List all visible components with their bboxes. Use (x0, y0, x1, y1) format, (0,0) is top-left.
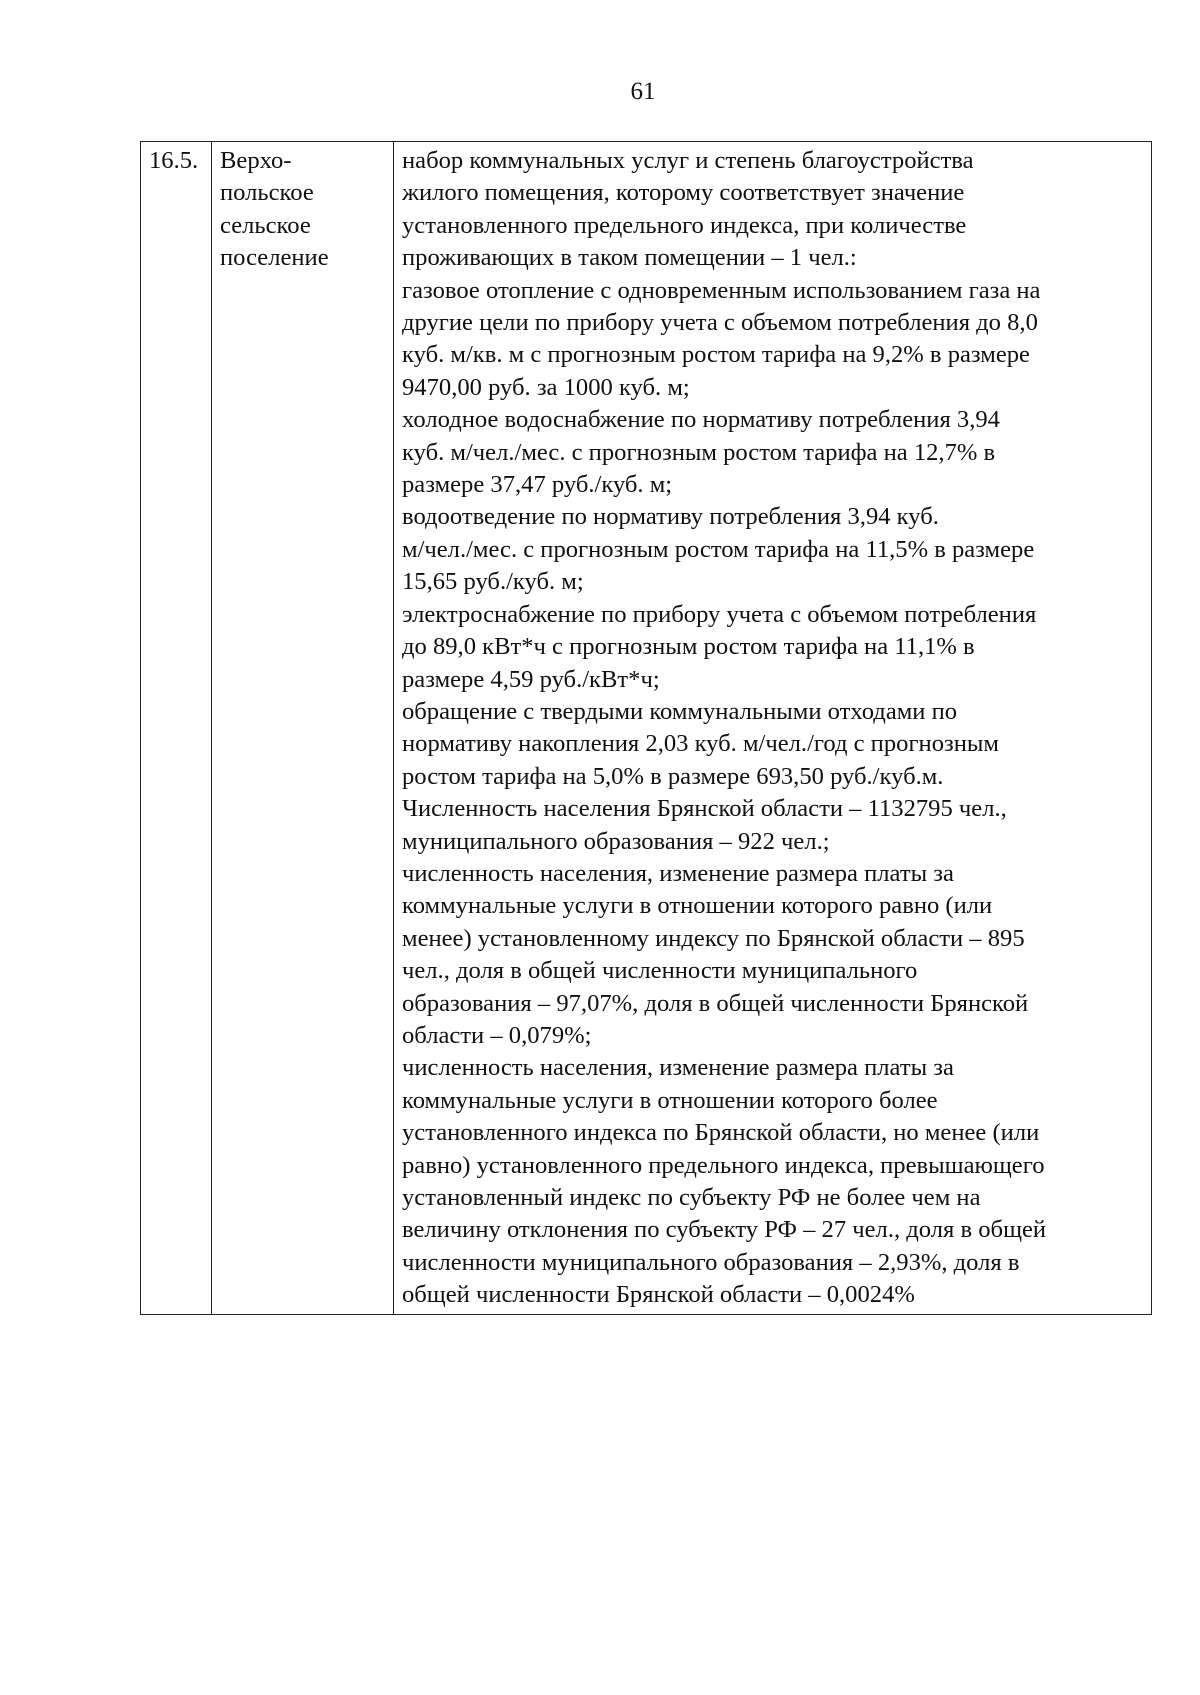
description-line: коммунальные услуги в отношении которого более (402, 1086, 938, 1114)
description-line: набор коммунальных услуг и степень благоустройства (402, 147, 974, 174)
row-number: 16.5. (149, 147, 199, 174)
description-line: установленного предельного индекса, при количестве (402, 211, 967, 239)
description-line: 9470,00 руб. за 1000 куб. м; (402, 373, 690, 401)
row-number-cell (141, 142, 212, 1315)
description-line: численность населения, изменение размера платы за (402, 859, 954, 887)
description-line: менее) установленному индексу по Брянской области – 895 (402, 924, 1025, 952)
settlement-cell (212, 142, 394, 1315)
description-line: газовое отопление с одновременным использованием газа на (402, 276, 1041, 304)
page-number: 61 (630, 78, 656, 105)
description-line: численность населения, изменение размера платы за (402, 1054, 954, 1082)
description-line: установленного индекса по Брянской области, но менее (или (402, 1119, 1040, 1147)
tariff-table (140, 141, 1152, 1315)
table-row (141, 142, 1152, 1315)
description-line: муниципального образования – 922 чел.; (402, 827, 830, 855)
description-line: 15,65 руб./куб. м; (402, 568, 584, 596)
settlement-line: сельское (220, 211, 311, 239)
description-line: ростом тарифа на 5,0% в размере 693,50 руб./куб.м. (402, 762, 944, 790)
description-line: м/чел./мес. с прогнозным ростом тарифа на 11,5% в размере (402, 535, 1035, 563)
description-line: водоотведение по нормативу потребления 3,94 куб. (402, 503, 939, 531)
settlement-line: Верхо- (220, 147, 292, 174)
description-line: обращение с твердыми коммунальными отходами по (402, 697, 958, 725)
description-line: Численность населения Брянской области – 1132795 чел., (402, 795, 1007, 823)
description-line: общей численности Брянской области – 0,0024% (402, 1281, 915, 1309)
description-line: куб. м/кв. м с прогнозным ростом тарифа на 9,2% в размере (402, 341, 1030, 369)
description-line: холодное водоснабжение по нормативу потребления 3,94 (402, 406, 1000, 434)
description-line: чел., доля в общей численности муниципального (402, 957, 918, 985)
description-line: жилого помещения, которому соответствует значение (402, 179, 965, 207)
description-line: куб. м/чел./мес. с прогнозным ростом тарифа на 12,7% в (402, 438, 996, 466)
description-line: коммунальные услуги в отношении которого равно (или (402, 892, 993, 920)
description-line: величину отклонения по субъекту РФ – 27 чел., доля в общей (402, 1216, 1047, 1244)
description-line: численности муниципального образования – 2,93%, доля в (402, 1248, 1020, 1276)
settlement-line: польское (220, 179, 314, 207)
description-line: размере 4,59 руб./кВт*ч; (402, 665, 660, 693)
description-line: электроснабжение по прибору учета с объемом потребления (402, 600, 1037, 628)
description-line: равно) установленного предельного индекса, превышающего (402, 1151, 1045, 1179)
description-line: другие цели по прибору учета с объемом потребления до 8,0 (402, 309, 1038, 337)
description-line: до 89,0 кВт*ч с прогнозным ростом тарифа на 11,1% в (402, 633, 975, 661)
description-line: проживающих в таком помещении – 1 чел.: (402, 244, 857, 272)
description-line: нормативу накопления 2,03 куб. м/чел./год с прогнозным (402, 730, 999, 758)
description-cell (394, 142, 1152, 1315)
description-line: образования – 97,07%, доля в общей численности Брянской (402, 989, 1029, 1017)
description-line: установленный индекс по субъекту РФ не более чем на (402, 1184, 981, 1211)
description-line: области – 0,079%; (402, 1021, 592, 1049)
settlement-line: поселение (220, 244, 329, 272)
description-line: размере 37,47 руб./куб. м; (402, 471, 673, 499)
